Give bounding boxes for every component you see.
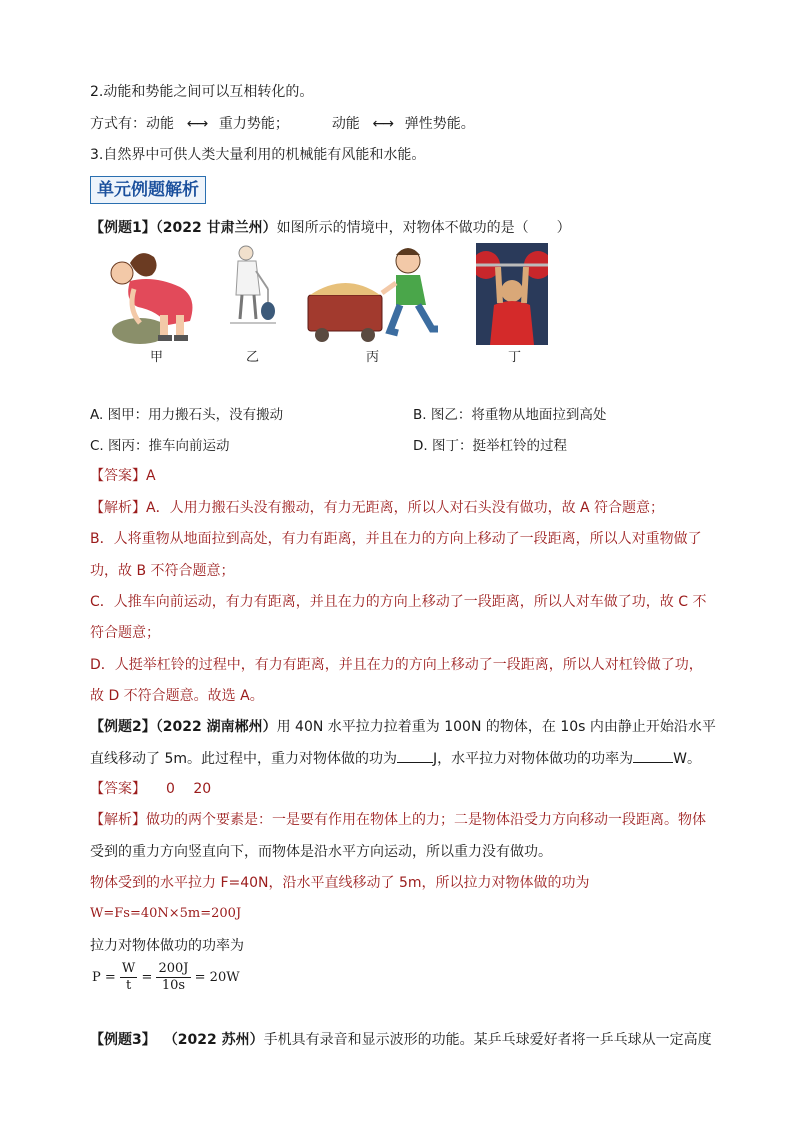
- example1-analysis-line: 符合题意；: [90, 625, 160, 641]
- example3-source: （2022 苏州）: [163, 1032, 264, 1048]
- example1-option-c: C. 图丙：推车向前运动: [90, 438, 230, 454]
- formula-numerator: W: [121, 961, 136, 976]
- formula-fraction: [156, 961, 190, 994]
- example2-analysis-line: [90, 810, 706, 830]
- analysis-text: 做功的两个要素是：一是要有作用在物体上的力；二是物体沿受力方向移动一段距离。物体: [146, 812, 706, 828]
- note-line-2-end: 弹性势能。: [404, 116, 475, 132]
- example1-option-b: B. 图乙：将重物从地面拉到高处: [413, 407, 607, 423]
- example3-tag: 【例题3】: [90, 1032, 156, 1048]
- example1-analysis-line: D．人挺举杠铃的过程中，有力有距离，并且在力的方向上移动了一段距离，所以人对杠铃做了功，: [90, 657, 703, 673]
- note-line-2-ke: 动能: [331, 116, 360, 132]
- man-pulling-weight-icon: [228, 243, 278, 333]
- example2-tag: 【例题2】: [90, 719, 156, 735]
- answer-tag: 【答案】: [90, 468, 146, 484]
- note-line-2-mid: 重力势能；: [218, 116, 289, 132]
- example2-analysis-line: 拉力对物体做功的功率为: [90, 938, 244, 954]
- formula-p: P =: [92, 970, 116, 985]
- answer-value: 0 20: [166, 781, 212, 797]
- answer-value: A: [146, 468, 156, 484]
- formula-numerator: 200J: [158, 961, 189, 976]
- analysis-tag: 【解析】: [90, 812, 146, 828]
- example2-analysis-line: 受到的重力方向竖直向下，而物体是沿水平方向运动，所以重力没有做功。: [90, 844, 552, 860]
- figure-label: 乙: [246, 350, 260, 365]
- example3-question-line-1: [90, 1030, 712, 1050]
- double-arrow-icon: ←→: [186, 116, 207, 132]
- answer-tag: 【答案】: [90, 781, 146, 797]
- figure-label: 丙: [366, 350, 380, 365]
- example1-tag: 【例题1】: [90, 220, 156, 236]
- question-text: W。: [673, 751, 701, 767]
- example1-question-text: 如图所示的情境中，对物体不做功的是（ ）: [276, 220, 571, 236]
- formula-fraction: [120, 961, 137, 994]
- example2-source: （2022 湖南郴州）: [155, 719, 277, 735]
- double-arrow-icon: ←→: [372, 116, 392, 132]
- figure-label: 甲: [150, 350, 164, 365]
- analysis-text: A．人用力搬石头没有搬动，有力无距离，所以人对石头没有做功，故 A 符合题意；: [146, 500, 665, 516]
- figure-label: 丁: [508, 350, 522, 365]
- weightlifter-icon: [476, 243, 548, 345]
- question-text: J，水平拉力对物体做功的功率为: [433, 751, 634, 767]
- section-heading: 单元例题解析: [90, 176, 206, 204]
- answer-blank: [397, 748, 433, 763]
- example1-analysis-line: B．人将重物从地面拉到高处，有力有距离，并且在力的方向上移动了一段距离，所以人对重物做了: [90, 531, 702, 547]
- example1-option-d: D. 图丁：挺举杠铃的过程: [413, 438, 567, 454]
- example2-question-text: 用 40N 水平拉力拉着重为 100N 的物体，在 10s 内由静止开始沿水平: [276, 719, 716, 735]
- example2-question-line-1: [90, 717, 716, 737]
- example1-question: [90, 218, 571, 238]
- example1-analysis-line: [90, 498, 664, 518]
- question-text: 直线移动了 5m。此过程中，重力对物体做的功为: [90, 751, 397, 767]
- note-line-1: 2.动能和势能之间可以互相转化的。: [90, 84, 314, 100]
- example2-work-formula: W=Fs=40N×5m=200J: [90, 906, 242, 921]
- note-line-3: 3.自然界中可供人类大量利用的机械能有风能和水能。: [90, 147, 426, 163]
- example3-question-text: 手机具有录音和显示波形的功能。某乒乓球爱好者将一乒乓球从一定高度: [263, 1032, 712, 1048]
- example1-option-a: A. 图甲：用力搬石头，没有搬动: [90, 407, 284, 423]
- example2-question-line-2: [90, 748, 701, 769]
- note-line-2: [90, 114, 475, 134]
- example1-answer: [90, 466, 156, 486]
- note-line-2-prefix: 方式有：动能: [90, 116, 174, 132]
- woman-lifting-stone-icon: [100, 243, 208, 345]
- answer-blank: [633, 748, 673, 763]
- example1-analysis-line: 故 D 不符合题意。故选 A。: [90, 688, 264, 704]
- boy-pushing-cart-icon: [300, 243, 455, 345]
- analysis-tag: 【解析】: [90, 500, 146, 516]
- formula-denominator: 10s: [161, 978, 186, 993]
- example2-analysis-line: 物体受到的水平拉力 F=40N，沿水平直线移动了 5m，所以拉力对物体做的功为: [90, 875, 590, 891]
- example2-answer: [90, 779, 211, 799]
- formula-result: = 20W: [194, 970, 240, 985]
- formula-denominator: t: [125, 978, 132, 993]
- example1-analysis-line: C．人推车向前运动，有力有距离，并且在力的方向上移动了一段距离，所以人对车做了功，故 C 不: [90, 594, 707, 610]
- power-formula: [92, 960, 240, 996]
- formula-equals: =: [141, 970, 153, 985]
- example1-analysis-line: 功，故 B 不符合题意；: [90, 563, 235, 579]
- example1-source: （2022 甘肃兰州）: [155, 220, 277, 236]
